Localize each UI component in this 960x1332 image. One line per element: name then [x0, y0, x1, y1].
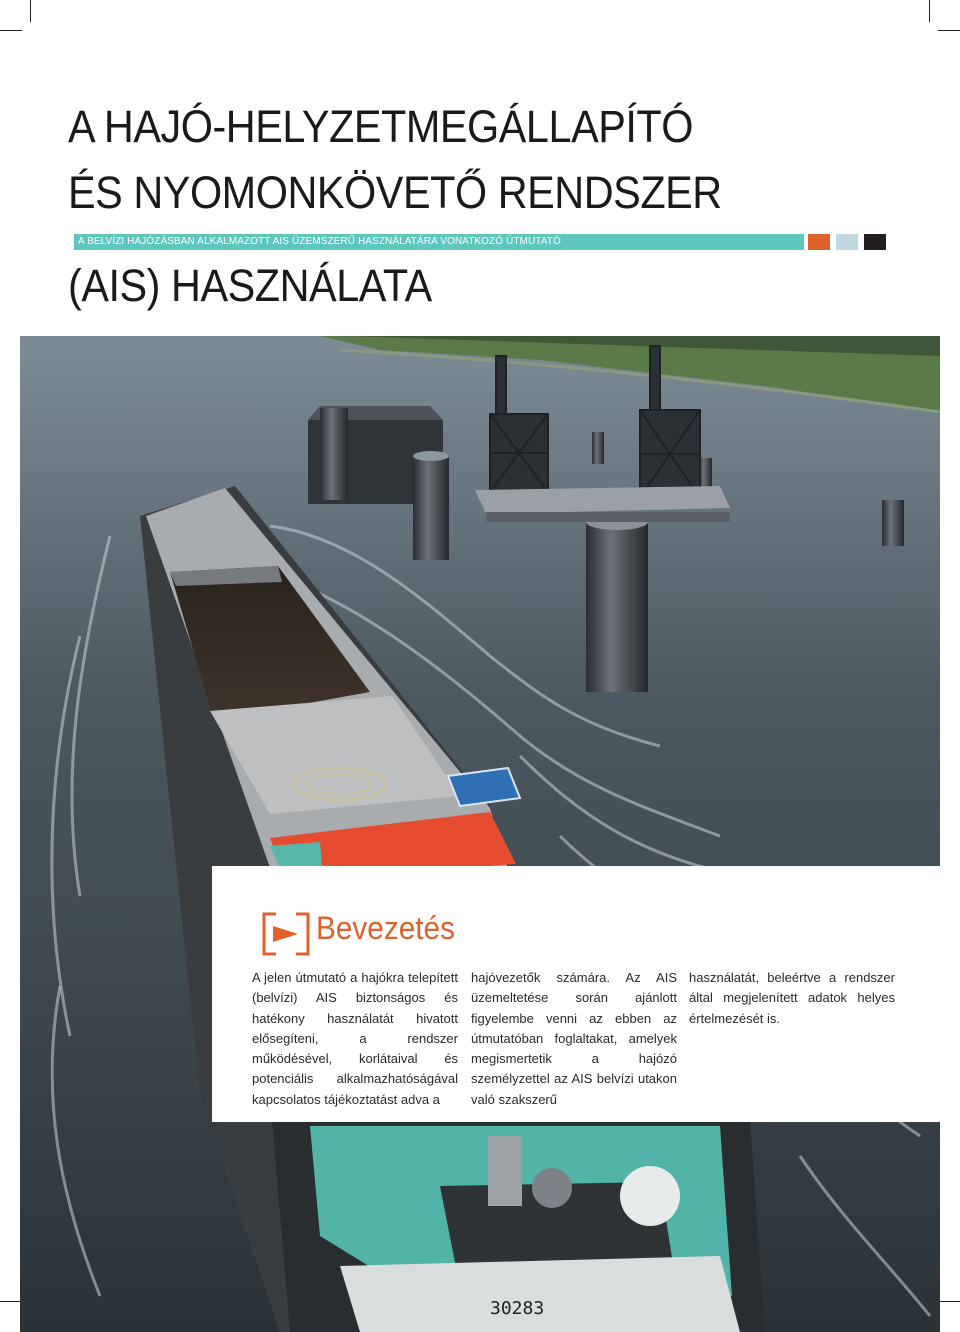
cover-photo: [20, 336, 940, 1332]
intro-paragraph-1: A jelen útmutató a hajókra telepített (belvízi) AIS biztonságos és hatékony használatát hivatott elősegíteni, a rendszer működésével, korlátaival és potenciális alkalmazhatóságával kapcsolatos tájékoztatást adva a: [252, 970, 458, 1107]
arrow-bracket-icon: [262, 912, 310, 956]
crop-mark: [938, 30, 960, 31]
color-square-light-blue: [836, 234, 858, 250]
crop-mark: [0, 1301, 22, 1302]
crop-mark: [0, 30, 22, 31]
page-title-line-3: (AIS) HASZNÁLATA: [68, 260, 432, 311]
crop-mark: [938, 1301, 960, 1302]
color-square-orange: [808, 234, 830, 250]
intro-panel: [212, 866, 940, 1122]
page-title-line-1: A HAJÓ-HELYZETMEGÁLLAPÍTÓ: [68, 101, 693, 152]
crop-mark: [30, 0, 31, 22]
crop-mark: [929, 0, 930, 22]
intro-paragraph-3: használatát, beleértve a rendszer által megjelenített adatok helyes értelmezését is.: [689, 970, 895, 1026]
subtitle-bar: A BELVÍZI HAJÓZÁSBAN ALKALMAZOTT AIS ÜZEMSZERŰ HASZNÁLATÁRA VONATKOZÓ ÚTMUTATÓ: [74, 234, 804, 250]
intro-column-1: [252, 968, 458, 1110]
hull-number: 30283: [490, 1298, 545, 1319]
section-title: Bevezetés: [316, 910, 455, 946]
intro-column-3: [689, 968, 895, 1029]
intro-paragraph-2: hajóvezetők számára. Az AIS üzemeltetése során ajánlott figyelembe venni az ebben az útmutatóban foglaltakat, amelyek megismertetik a hajózó személyzettel az AIS belvízi utakon való szakszerű: [471, 970, 677, 1107]
color-square-dark: [864, 234, 886, 250]
intro-column-2: [471, 968, 677, 1110]
page-title-line-2: ÉS NYOMONKÖVETŐ RENDSZER: [68, 167, 722, 218]
